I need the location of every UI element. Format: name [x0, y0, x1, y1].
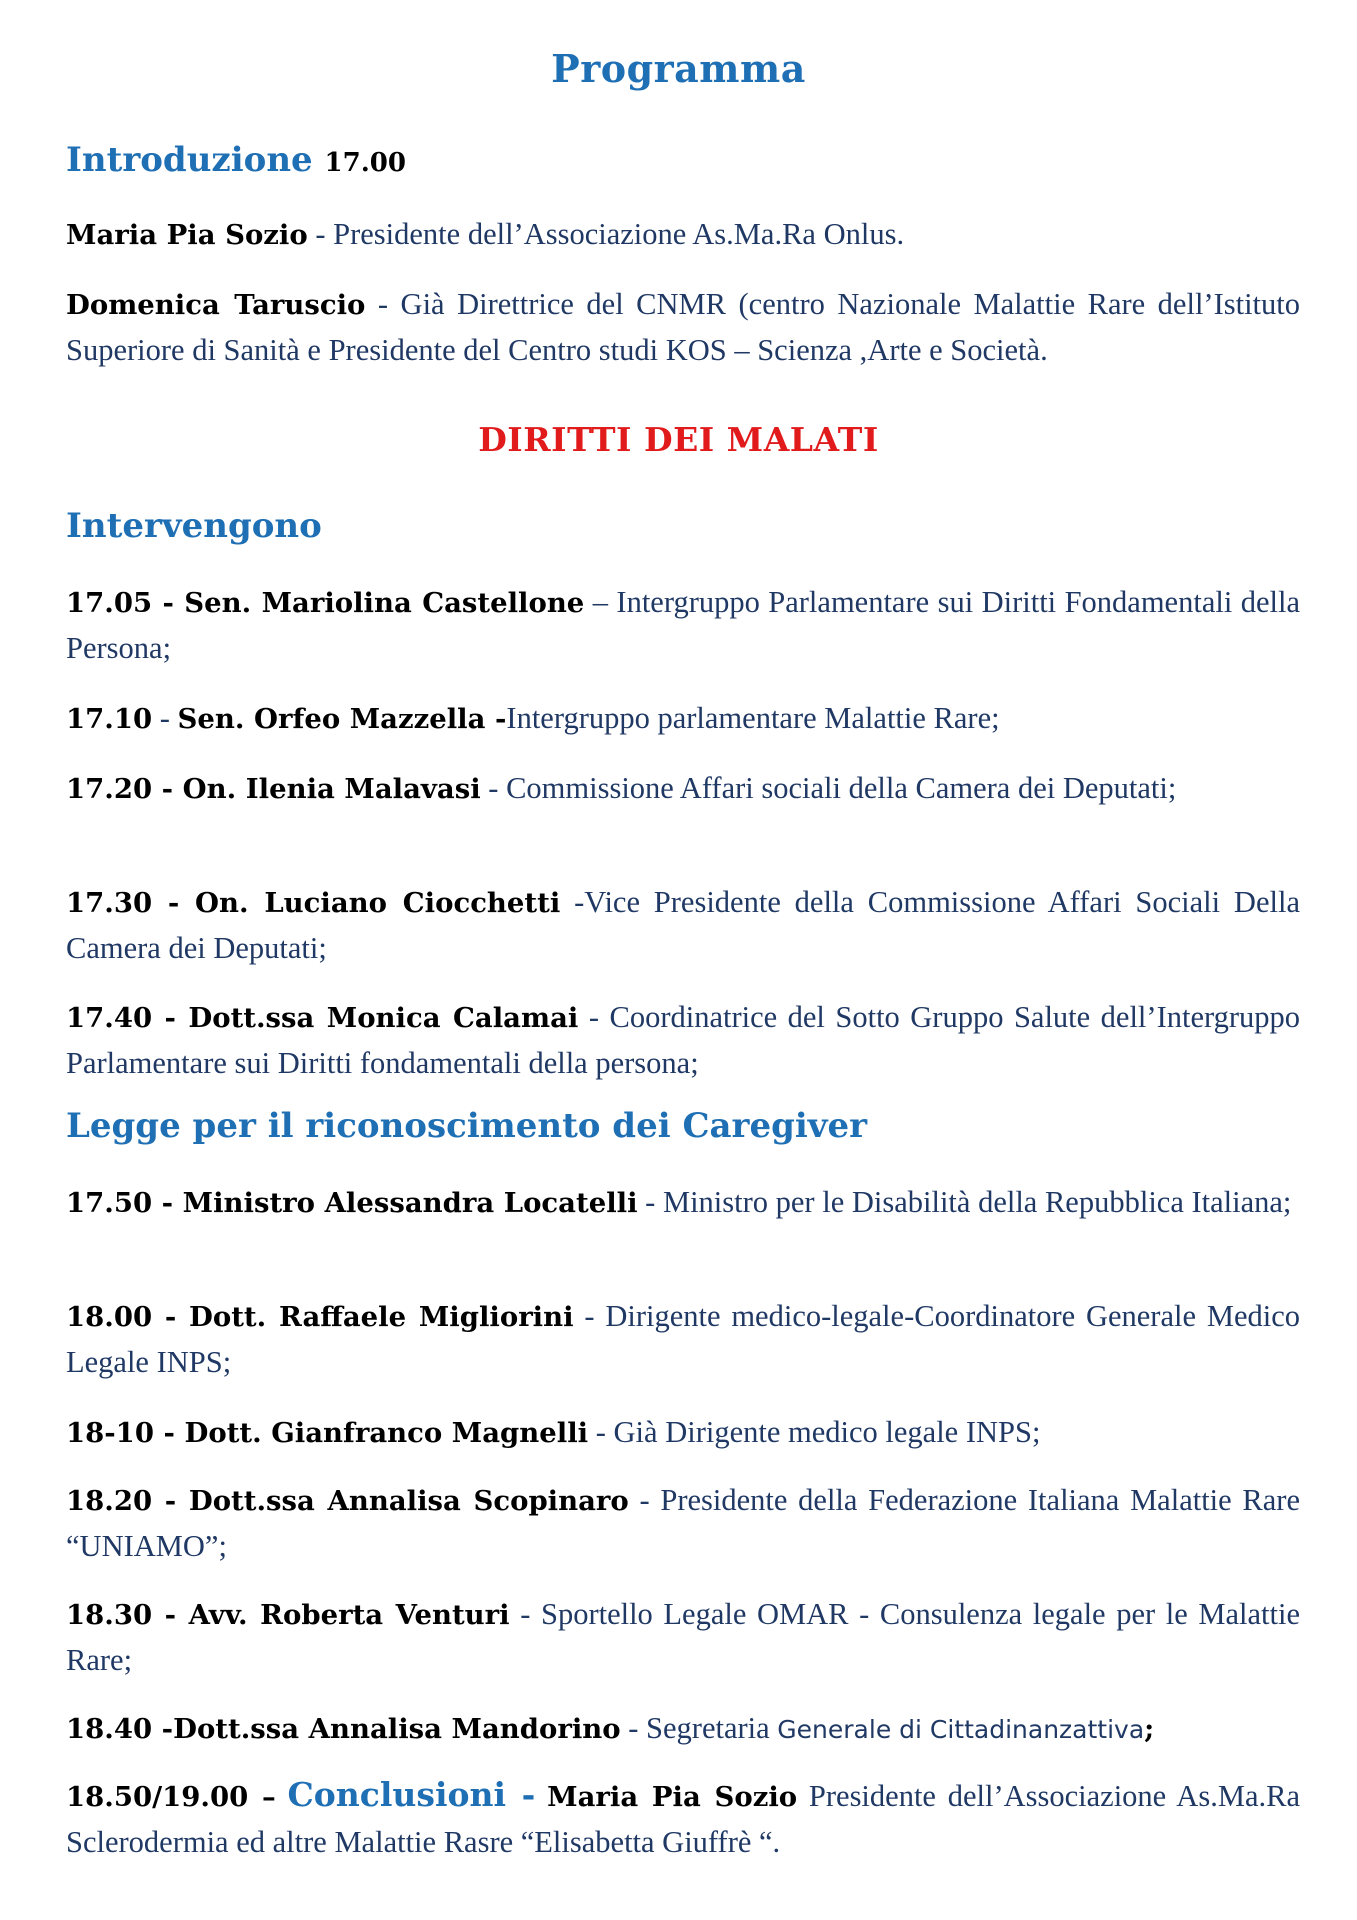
agenda-item [66, 995, 1300, 1086]
separator: - [307, 217, 334, 251]
agenda-item-desc: – Intergruppo Parlamentare sui Diritti Fondamentali della Persona; [66, 585, 1300, 665]
section-rights-title: DIRITTI DEI MALATI [478, 420, 879, 459]
speaker-desc: - Già Direttrice del CNMR (centro Nazionale Malattie Rare dell’Istituto Superiore di Sanità e Presidente del Centro studi KOS – Scienza ,Arte e Società. [66, 287, 1300, 367]
agenda-item-time: 17.10 [66, 703, 153, 735]
agenda-item-title: 17.40 - Dott.ssa Monica Calamai [66, 1002, 579, 1034]
agenda-item-title: 18.20 - Dott.ssa Annalisa Scopinaro [66, 1485, 629, 1517]
agenda-item-title: 18.00 - Dott. Raffaele Migliorini [66, 1301, 574, 1333]
caregiver-heading: Legge per il riconoscimento dei Caregiver [66, 1106, 868, 1146]
agenda-item-title: 17.20 - On. Ilenia Malavasi [66, 773, 481, 805]
agenda-item [66, 1592, 1300, 1683]
intro-heading-label: Introduzione [66, 140, 313, 180]
agenda-item-desc: -Vice Presidente della Commissione Affari Sociali Della Camera dei Deputati; [66, 885, 1300, 965]
speaker-name: Domenica Taruscio [66, 289, 366, 321]
speaker-name: Maria Pia Sozio [66, 219, 308, 251]
agenda-item-desc: - Coordinatrice del Sotto Gruppo Salute dell’Intergruppo Parlamentare sui Diritti fondamentali della persona; [66, 1000, 1300, 1080]
intro-speaker-1 [66, 212, 1300, 258]
agenda-item-desc-org: Generale di Cittadinanzattiva [777, 1715, 1145, 1744]
agenda-item [66, 1410, 1300, 1456]
closing-label: Conclusioni - [287, 1775, 536, 1814]
speaker-desc: Presidente dell’Associazione As.Ma.Ra Onlus. [333, 217, 905, 251]
agenda-item [66, 1180, 1300, 1226]
closing-speaker-desc: Presidente dell’Associazione As.Ma.Ra Sclerodermia ed altre Malattie Rasre “Elisabetta Giuffrè “. [66, 1779, 1300, 1859]
agenda-item-desc: - Commissione Affari sociali della Camera dei Deputati; [480, 771, 1177, 805]
agenda-item-title: 18-10 - Dott. Gianfranco Magnelli [66, 1417, 589, 1449]
agenda-item [66, 696, 1300, 742]
agenda-item-desc: Intergruppo parlamentare Malattie Rare; [506, 701, 1000, 735]
closing-item [66, 1772, 1300, 1865]
separator: - [152, 701, 178, 735]
agenda-item [66, 1706, 1300, 1752]
closing-time: 18.50/19.00 – [66, 1781, 276, 1813]
agenda-item [66, 766, 1300, 812]
agenda-item-desc-end: ; [1144, 1713, 1155, 1745]
agenda-item-desc: - Presidente della Federazione Italiana Malattie Rare “UNIAMO”; [66, 1483, 1300, 1563]
agenda-item-desc: - Segretaria [620, 1711, 778, 1745]
agenda-item-title: 17.05 - Sen. Mariolina Castellone [66, 587, 585, 619]
closing-speaker-name: Maria Pia Sozio [547, 1781, 798, 1813]
intro-heading [66, 140, 406, 180]
agenda-item-desc: - Sportello Legale OMAR - Consulenza legale per le Malattie Rare; [66, 1597, 1300, 1677]
agenda-item-title: 18.30 - Avv. Roberta Venturi [66, 1599, 510, 1631]
agenda-item-desc: - Già Dirigente medico legale INPS; [588, 1415, 1041, 1449]
agenda-item-title: 17.50 - Ministro Alessandra Locatelli [66, 1187, 638, 1219]
agenda-item [66, 1478, 1300, 1569]
intro-speaker-2 [66, 282, 1300, 373]
agenda-item-desc: - Dirigente medico-legale-Coordinatore Generale Medico Legale INPS; [66, 1299, 1300, 1379]
agenda-item [66, 580, 1300, 671]
interventions-heading: Intervengono [66, 506, 322, 546]
agenda-item-title: 18.40 -Dott.ssa Annalisa Mandorino [66, 1713, 621, 1745]
agenda-item-desc: - Ministro per le Disabilità della Repubblica Italiana; [637, 1185, 1292, 1219]
intro-time: 17.00 [324, 148, 406, 178]
agenda-item [66, 1294, 1300, 1385]
page-title: Programma [551, 46, 806, 91]
agenda-item-title: 17.30 - On. Luciano Ciocchetti [66, 887, 561, 919]
agenda-item [66, 880, 1300, 971]
agenda-item-title: Sen. Orfeo Mazzella - [177, 703, 507, 735]
